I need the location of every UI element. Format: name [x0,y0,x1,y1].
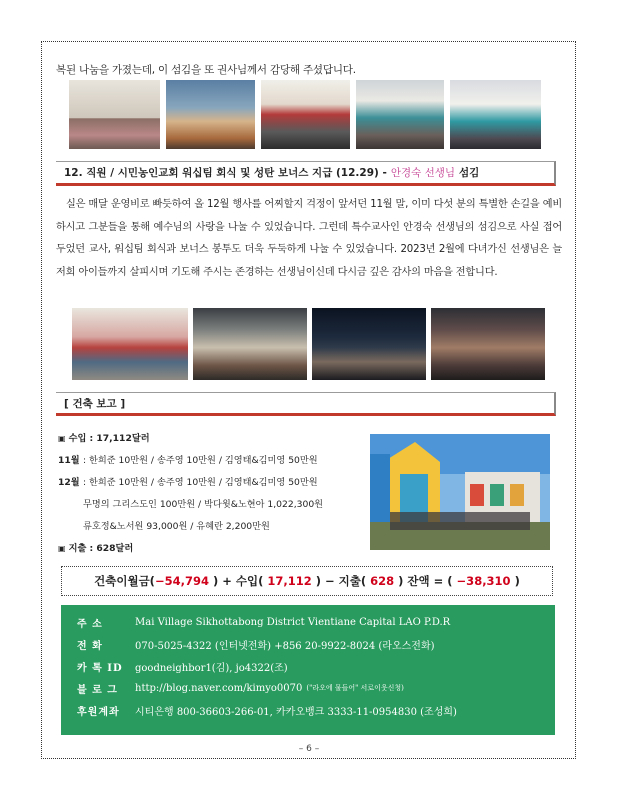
contact-account [77,699,555,721]
contact-key: 전 화 [77,640,103,652]
photo-event-4 [356,80,444,149]
income-line [58,428,323,450]
building-report-body [58,428,323,560]
section-12-body: 실은 매달 운영비로 빠듯하여 올 12월 행사를 어찌할지 걱정이 앞서던 11월 말, 이미 다섯 분의 특별한 손길을 예비하시고 그분들을 통해 예수님의 사랑을 나눌 수 있었습니다. 그런데 특수교사인 안경숙 선생님의 섬김으로 사실 접어두었던 교사, 워십팀 회식과 보너스 봉투도 더욱 두둑하게 나눌 수 있었습니다. 2023년 2월에 다녀가신 선생님은 늘 저희 아이들까지 살피시며 기도해 주시는 존경하는 선생님이신데 다시금 깊은 감사의 마음을 전합니다. [56,199,562,278]
building-photo-drawing [370,434,550,550]
expense-label: 지출 : 628달러 [68,543,134,554]
building-photo [370,434,550,550]
expense-value: 628 [366,574,395,588]
contact-key: 후원계좌 [77,706,120,718]
contact-value: goodneighbor1(김), jo4322(조) [135,662,288,674]
section-12-highlight: 안경숙 선생님 [390,167,456,179]
photo-dinner-2 [193,308,307,380]
building-report-header: [ 건축 보고 ] [56,392,556,416]
page-number: – 6 – [298,744,320,754]
contact-address [77,611,555,633]
expense-line [58,538,323,560]
november-line [58,450,323,472]
photo-event-3 [261,80,350,149]
photo-row-bottom [72,308,545,380]
section-12-header [56,161,556,186]
contact-key: 주 소 [77,618,103,630]
section-12-title: 12. 직원 / 시민농인교회 워십팀 회식 및 성탄 보너스 지급 (12.29) - [64,167,387,179]
november-donors: : 한희준 10만원 / 송주영 10만원 / 김영태&김미영 50만원 [83,455,318,466]
blog-link[interactable]: http://blog.naver.com/kimyo0070 [135,682,303,694]
income-label: 수입 : 17,112달러 [68,433,150,444]
photo-dinner-4 [431,308,545,380]
contact-kakao [77,655,555,677]
contact-value: 시티은행 800-36603-266-01, 카카오뱅크 3333-11-0954830 (조성희) [135,706,457,718]
november-month: 11월 [58,455,80,466]
contact-box [61,605,555,735]
carry-label: 건축이월금( [94,574,155,588]
december-donors-1: : 한희준 10만원 / 송주영 10만원 / 김영태&김미영 50만원 [83,477,318,488]
balance-value: −38,310 [452,574,511,588]
photo-dinner-1 [72,308,188,380]
square-icon: ▣ [58,434,66,443]
carry-value: −54,794 [154,574,209,588]
photo-event-2 [166,80,255,149]
photo-event-1 [69,80,160,149]
december-line [58,472,323,494]
contact-phone [77,633,555,655]
balance-close: ) [510,574,520,588]
balance-label: ) 잔액 = ( [394,574,453,588]
december-month: 12월 [58,477,80,488]
contact-key: 카 톡 ID [77,662,123,674]
december-donors-3: 류호정&노서원 93,000원 / 유혜란 2,200만원 [83,521,270,532]
square-icon: ▣ [58,544,66,553]
minus-expense-label: ) − 지출( [311,574,367,588]
photo-dinner-3 [312,308,426,380]
photo-row-top [69,80,541,149]
contact-value: 070-5025-4322 (인터넷전화) +856 20-9922-8024 (라오스전화) [135,640,435,652]
income-value: 17,112 [263,574,312,588]
intro-text: 복된 나눔을 가졌는데, 이 섬김을 또 권사님께서 감당해 주셨답니다. [56,64,356,76]
blog-note: ("라오에 물들어" 서로이웃신청) [306,684,404,692]
contact-key: 블 로 그 [77,684,118,696]
photo-event-5 [450,80,541,149]
contact-value: Mai Village Sikhottabong District Vientiane Capital LAO P.D.R [135,616,451,628]
balance-summary [61,566,553,596]
plus-income-label: ) + 수입( [208,574,264,588]
december-donors-2: 무명의 그리스도인 100만원 / 박다윗&노현아 1,022,300원 [83,499,324,510]
contact-blog [77,677,555,699]
section-12-tail: 섬김 [459,167,480,179]
